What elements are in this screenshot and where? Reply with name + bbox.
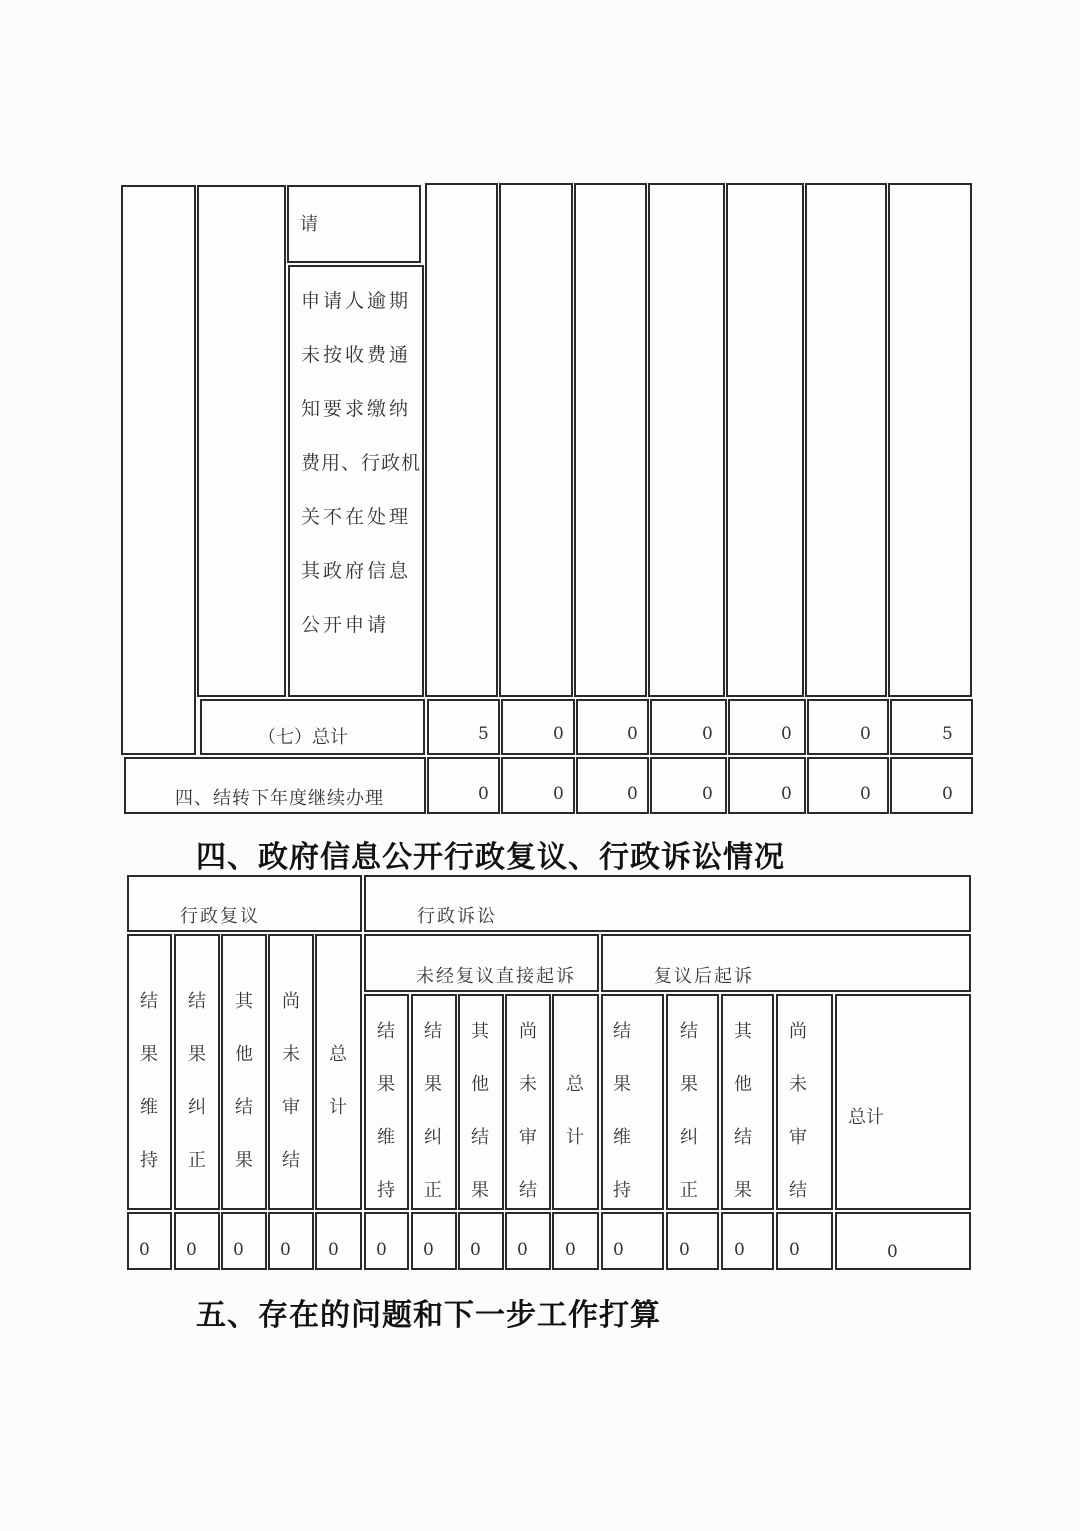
value-cell [174,1212,220,1270]
vert-char: 结 [519,1180,537,1201]
value-cell [221,1212,267,1270]
total-value-cell [576,699,649,755]
data-column-empty [888,183,972,697]
vert-char: 结 [680,1021,698,1042]
fuyi-col-weichi [137,975,161,1187]
total-value-cell [890,699,973,755]
vert-char: 他 [471,1074,489,1095]
total-value-cell [427,699,500,755]
total-value-cell [501,699,575,755]
carry-value: 0 [478,784,489,804]
reason-line: 其政府信息 [301,560,412,582]
vert-char: 果 [734,1180,752,1201]
data-column-empty [499,183,573,697]
data-column-empty [574,183,647,697]
value-cell [458,1212,504,1270]
total-value-cell [650,699,727,755]
reason-line: 费用、行政机 [301,452,422,474]
reason-line: 申请人逾期 [301,290,412,312]
value: 0 [613,1240,624,1260]
carry-value-cell [890,757,973,814]
value: 0 [328,1240,339,1260]
direct-col-shangwei [516,1005,540,1217]
fuyi-col-jiuzheng [185,975,209,1187]
vert-char: 纠 [424,1127,442,1148]
value: 0 [139,1240,150,1260]
value: 0 [423,1240,434,1260]
vert-char: 结 [377,1021,395,1042]
value-cell [601,1212,664,1270]
vert-char: 维 [613,1127,631,1148]
vert-char: 结 [140,991,158,1012]
total-value: 0 [553,724,564,744]
susong-header: 行政诉讼 [417,906,497,927]
reason-overdue-fee-text [301,274,421,652]
value-cell [835,1212,971,1270]
value-cell [776,1212,833,1270]
after-col-zongji: 总计 [848,1107,884,1128]
after-col-qita [731,1005,755,1217]
vert-char: 未 [789,1074,807,1095]
data-column-empty [425,183,498,697]
vert-char: 维 [377,1127,395,1148]
carry-value-cell [427,757,500,814]
section4-title: 四、政府信息公开行政复议、行政诉讼情况 [196,840,785,875]
table-left-column [121,185,196,755]
value: 0 [517,1240,528,1260]
vert-char: 果 [613,1074,631,1095]
value: 0 [679,1240,690,1260]
reason-line: 知要求缴纳 [301,398,412,420]
carry-value: 0 [702,784,713,804]
value: 0 [186,1240,197,1260]
vert-char: 尚 [282,991,300,1012]
vert-char: 尚 [789,1021,807,1042]
vert-char: 计 [329,1097,347,1118]
total-value: 0 [860,724,871,744]
carry-value: 0 [553,784,564,804]
carry-value: 0 [781,784,792,804]
vert-char: 果 [680,1074,698,1095]
reason-qing-text: 请 [300,214,318,235]
carry-value-cell [807,757,889,814]
direct-header: 未经复议直接起诉 [416,966,576,987]
after-header: 复议后起诉 [654,966,754,987]
fuyi-col-zongji [326,1028,350,1134]
vert-char: 他 [734,1074,752,1095]
vert-char: 未 [282,1044,300,1065]
section5-title: 五、存在的问题和下一步工作打算 [196,1298,661,1333]
total-value: 0 [627,724,638,744]
value: 0 [734,1240,745,1260]
vert-char: 审 [282,1097,300,1118]
vert-char: 尚 [519,1021,537,1042]
value-cell [411,1212,457,1270]
carry-value-cell [650,757,727,814]
vert-char: 计 [566,1127,584,1148]
fuyi-col-shangwei [279,975,303,1187]
vert-char: 正 [188,1150,206,1171]
value-cell [505,1212,551,1270]
vert-char: 正 [680,1180,698,1201]
vert-char: 结 [734,1127,752,1148]
fuyi-header: 行政复议 [180,906,260,927]
vert-char: 果 [424,1074,442,1095]
after-col-shangwei [786,1005,810,1217]
vert-char: 审 [519,1127,537,1148]
value: 0 [376,1240,387,1260]
carry-value-cell [728,757,806,814]
value: 0 [789,1240,800,1260]
direct-col-weichi [374,1005,398,1217]
vert-char: 他 [235,1044,253,1065]
value: 0 [565,1240,576,1260]
total-value: 0 [781,724,792,744]
carry-value-cell [576,757,649,814]
total-value: 0 [702,724,713,744]
after-col-cell [835,994,971,1210]
reason-line: 未按收费通 [301,344,412,366]
total-value-cell [728,699,806,755]
after-col-jiuzheng [677,1005,701,1217]
after-col-weichi [610,1005,634,1217]
vert-char: 其 [471,1021,489,1042]
vert-char: 结 [235,1097,253,1118]
vert-char: 结 [424,1021,442,1042]
vert-char: 持 [140,1150,158,1171]
direct-col-jiuzheng [421,1005,445,1217]
total-value: 5 [478,724,489,744]
vert-char: 未 [519,1074,537,1095]
value: 0 [470,1240,481,1260]
value: 0 [280,1240,291,1260]
data-column-empty [648,183,725,697]
value: 0 [233,1240,244,1260]
carry-value-cell [501,757,575,814]
vert-char: 结 [613,1021,631,1042]
reason-line: 公开申请 [301,614,390,636]
data-column-empty [805,183,887,697]
direct-col-zongji [563,1058,587,1164]
vert-char: 正 [424,1180,442,1201]
carry-value: 0 [942,784,953,804]
vert-char: 结 [789,1180,807,1201]
vert-char: 维 [140,1097,158,1118]
data-column-empty [726,183,804,697]
vert-char: 其 [235,991,253,1012]
vert-char: 果 [235,1150,253,1171]
value: 0 [887,1242,898,1262]
vert-char: 总 [566,1074,584,1095]
value-cell [268,1212,314,1270]
total-value-cell [807,699,889,755]
table-second-column [197,185,286,697]
vert-char: 纠 [680,1127,698,1148]
vert-char: 结 [282,1150,300,1171]
vert-char: 审 [789,1127,807,1148]
vert-char: 结 [471,1127,489,1148]
carry-label: 四、结转下年度继续办理 [175,788,384,809]
reason-line: 关不在处理 [301,506,412,528]
vert-char: 持 [377,1180,395,1201]
vert-char: 总 [329,1044,347,1065]
vert-char: 结 [188,991,206,1012]
vert-char: 持 [613,1180,631,1201]
vert-char: 果 [188,1044,206,1065]
vert-char: 其 [734,1021,752,1042]
carry-value: 0 [627,784,638,804]
vert-char: 纠 [188,1097,206,1118]
carry-value: 0 [860,784,871,804]
vert-char: 果 [377,1074,395,1095]
value-cell [721,1212,774,1270]
total-value: 5 [942,724,953,744]
total-label: （七）总计 [258,727,348,748]
vert-char: 果 [471,1180,489,1201]
direct-col-qita [468,1005,492,1217]
value-cell [666,1212,719,1270]
vert-char: 果 [140,1044,158,1065]
fuyi-col-qita [232,975,256,1187]
